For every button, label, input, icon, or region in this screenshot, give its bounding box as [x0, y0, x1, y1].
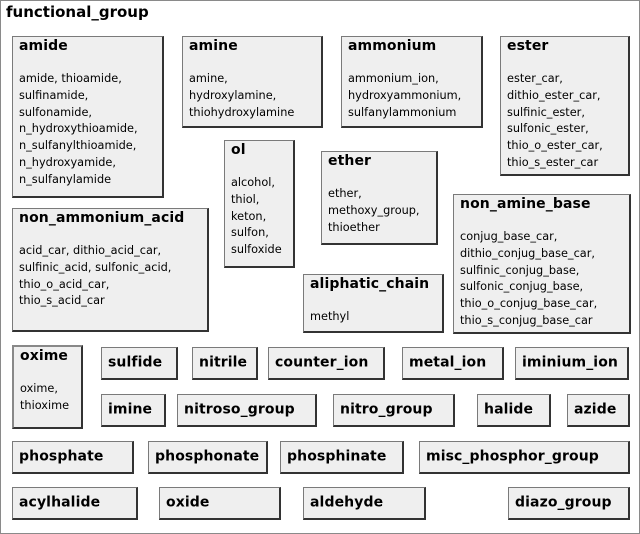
group-title: ol: [231, 142, 246, 158]
leaf-iminium-ion: [515, 347, 629, 380]
leaf-title: nitrile: [199, 354, 248, 371]
group-title: ester: [507, 38, 549, 54]
group-items: ether, methoxy_group, thioether: [328, 187, 420, 234]
leaf-title: nitro_group: [340, 401, 433, 418]
group-aliphatic-chain: [303, 274, 444, 333]
group-non-amine-base: [453, 194, 631, 334]
leaf-title: aldehyde: [310, 494, 384, 511]
leaf-imine: [101, 394, 166, 427]
group-title: non_amine_base: [460, 196, 591, 212]
group-items: ammonium_ion, hydroxyammonium, sulfanylammonium: [348, 72, 462, 119]
leaf-phosphonate: [148, 441, 268, 474]
group-items: methyl: [310, 310, 350, 323]
leaf-title: imine: [108, 401, 153, 418]
group-amine: [182, 36, 323, 128]
leaf-phosphinate: [280, 441, 404, 474]
leaf-title: halide: [484, 401, 534, 418]
group-oxime: [12, 345, 83, 429]
leaf-acylhalide: [12, 487, 138, 520]
group-title: amine: [189, 38, 238, 54]
root-title: functional_group: [6, 3, 149, 21]
leaf-title: diazo_group: [515, 494, 612, 511]
group-ether: [321, 151, 438, 245]
group-ester: [500, 36, 630, 176]
leaf-title: phosphonate: [155, 448, 260, 465]
leaf-title: nitroso_group: [184, 401, 295, 418]
leaf-title: counter_ion: [275, 354, 369, 371]
group-non-ammonium-acid: [12, 208, 209, 332]
leaf-counter-ion: [268, 347, 385, 380]
group-title: oxime: [20, 348, 69, 364]
group-ammonium: [341, 36, 483, 128]
leaf-phosphate: [12, 441, 134, 474]
group-title: aliphatic_chain: [310, 276, 430, 292]
leaf-nitro-group: [333, 394, 455, 427]
group-title: ether: [328, 153, 372, 169]
leaf-aldehyde: [303, 487, 426, 520]
leaf-title: oxide: [166, 494, 210, 511]
leaf-title: sulfide: [108, 354, 163, 371]
group-items: alcohol, thiol, keton, sulfon, sulfoxide: [231, 176, 282, 257]
leaf-title: metal_ion: [409, 354, 487, 371]
leaf-diazo-group: [508, 487, 630, 520]
leaf-oxide: [159, 487, 281, 520]
leaf-nitrile: [192, 347, 258, 380]
leaf-halide: [477, 394, 551, 427]
group-items: conjug_base_car, dithio_conjug_base_car, sulfinic_conjug_base, sulfonic_conjug_base, thio_o_conjug_base_car, thio_s_conjug_base_car: [460, 230, 598, 327]
leaf-misc-phosphor-group: [419, 441, 630, 474]
leaf-title: azide: [574, 401, 617, 418]
group-items: acid_car, dithio_acid_car, sulfinic_acid, sulfonic_acid, thio_o_acid_car, thio_s_acid_car: [19, 244, 172, 308]
leaf-title: acylhalide: [19, 494, 101, 511]
leaf-title: phosphinate: [287, 448, 387, 465]
group-amide: [12, 36, 164, 198]
leaf-nitroso-group: [177, 394, 317, 427]
group-title: ammonium: [348, 38, 437, 54]
leaf-sulfide: [101, 347, 178, 380]
leaf-title: iminium_ion: [522, 354, 618, 371]
group-items: amide, thioamide, sulfinamide, sulfonamide, n_hydroxythioamide, n_sulfanylthioamide, n_hydroxyamide, n_sulfanylamide: [19, 72, 138, 186]
leaf-title: misc_phosphor_group: [426, 448, 599, 465]
leaf-azide: [567, 394, 630, 427]
group-items: amine, hydroxylamine, thiohydroxylamine: [189, 72, 295, 119]
group-items: ester_car, dithio_ester_car, sulfinic_ester, sulfonic_ester, thio_o_ester_car, thio_s_ester_car: [507, 72, 603, 169]
group-title: amide: [19, 38, 68, 54]
group-items: oxime, thioxime: [20, 382, 70, 412]
leaf-metal-ion: [402, 347, 504, 380]
leaf-title: phosphate: [19, 448, 104, 465]
group-ol: [224, 140, 295, 268]
group-title: non_ammonium_acid: [19, 210, 185, 226]
